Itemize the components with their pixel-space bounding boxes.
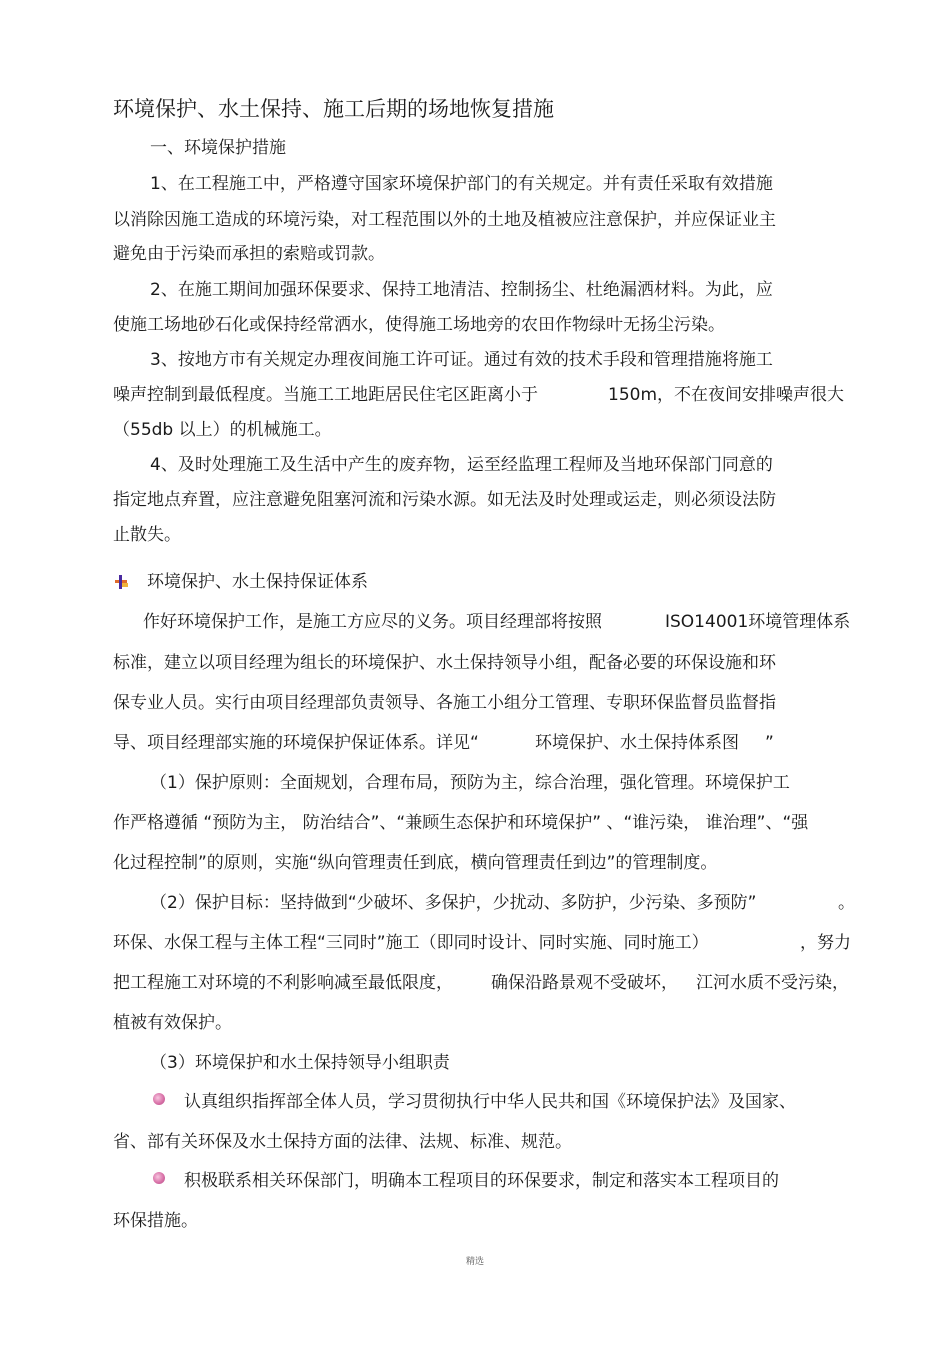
intro-line4c: ”	[765, 733, 774, 753]
intro-line2: 标准，建立以项目经理为组长的环境保护、水土保持领导小组，配备必要的环保设施和环	[113, 653, 776, 673]
goal-line3c: 江河水质不受污染，	[696, 973, 849, 993]
item3-line2b: 150m，不在夜间安排噪声很大	[608, 385, 845, 405]
goal-line3a: 把工程施工对环境的不利影响减至最低限度，	[113, 973, 453, 993]
item4-line2: 指定地点弃置，应注意避免阻塞河流和污染水源。如无法及时处理或运走，则必须设法防	[113, 490, 776, 510]
goal-line3b: 确保沿路景观不受破坏，	[491, 973, 678, 993]
item1-line3: 避免由于污染而承担的索赔或罚款。	[113, 244, 385, 264]
item3-line3: （55db 以上）的机械施工。	[113, 420, 332, 440]
principle-line2: 作严格遵循 “预防为主， 防治结合”、“兼顾生态保护和环境保护” 、“谁污染， 谁治理”、“强	[113, 813, 809, 833]
document-title: 环境保护、水土保持、施工后期的场地恢复措施	[113, 97, 554, 121]
item2-line1: 2、在施工期间加强环保要求、保持工地清洁、控制扬尘、杜绝漏洒材料。为此，应	[150, 280, 773, 300]
item3-line1: 3、按地方市有关规定办理夜间施工许可证。通过有效的技术手段和管理措施将施工	[150, 350, 773, 370]
duty2-line1: 积极联系相关环保部门，明确本工程项目的环保要求，制定和落实本工程项目的	[184, 1171, 779, 1191]
section2-heading: 环境保护、水土保持保证体系	[147, 572, 368, 592]
duty1-line2: 省、部有关环保及水土保持方面的法律、法规、标准、规范。	[113, 1132, 572, 1152]
item3-line2a: 噪声控制到最低程度。当施工工地距居民住宅区距离小于	[113, 385, 538, 405]
principle-line1: （1）保护原则：全面规划，合理布局，预防为主，综合治理，强化管理。环境保护工	[150, 773, 790, 793]
page-footer: 精选	[465, 1257, 484, 1267]
bullet-icon	[153, 1093, 165, 1105]
section-marker-icon	[113, 574, 129, 590]
goal-line4: 植被有效保护。	[113, 1013, 232, 1033]
section1-heading: 一、环境保护措施	[150, 138, 286, 158]
goal-line1a: （2）保护目标：坚持做到“少破坏、多保护，少扰动、多防护，少污染、多预防”	[150, 893, 757, 913]
duty1-line1: 认真组织指挥部全体人员，学习贯彻执行中华人民共和国《环境保护法》及国家、	[184, 1092, 796, 1112]
bullet-icon	[153, 1172, 165, 1184]
item4-line3: 止散失。	[113, 525, 181, 545]
intro-line1b: ISO14001环境管理体系	[665, 612, 851, 632]
principle-line3: 化过程控制”的原则，实施“纵向管理责任到底，横向管理责任到边”的管理制度。	[113, 853, 718, 873]
item2-line2: 使施工场地砂石化或保持经常洒水，使得施工场地旁的农田作物绿叶无扬尘污染。	[113, 315, 725, 335]
goal-line2a: 环保、水保工程与主体工程“三同时”施工（即同时设计、同时实施、同时施工）	[113, 933, 709, 953]
duty-heading: （3）环境保护和水土保持领导小组职责	[150, 1053, 450, 1073]
item1-line1: 1、在工程施工中，严格遵守国家环境保护部门的有关规定。并有责任采取有效措施	[150, 174, 773, 194]
goal-line1b: 。	[838, 893, 855, 913]
intro-line1a: 作好环境保护工作，是施工方应尽的义务。项目经理部将按照	[143, 612, 602, 632]
item1-line2: 以消除因施工造成的环境污染，对工程范围以外的土地及植被应注意保护，并应保证业主	[113, 210, 776, 230]
intro-line3: 保专业人员。实行由项目经理部负责领导、各施工小组分工管理、专职环保监督员监督指	[113, 693, 776, 713]
goal-line2b: ，努力	[800, 933, 851, 953]
intro-line4a: 导、项目经理部实施的环境保护保证体系。详见“	[113, 733, 479, 753]
item4-line1: 4、及时处理施工及生活中产生的废弃物，运至经监理工程师及当地环保部门同意的	[150, 455, 773, 475]
intro-line4b: 环境保护、水土保持体系图	[535, 733, 739, 753]
duty2-line2: 环保措施。	[113, 1211, 198, 1231]
